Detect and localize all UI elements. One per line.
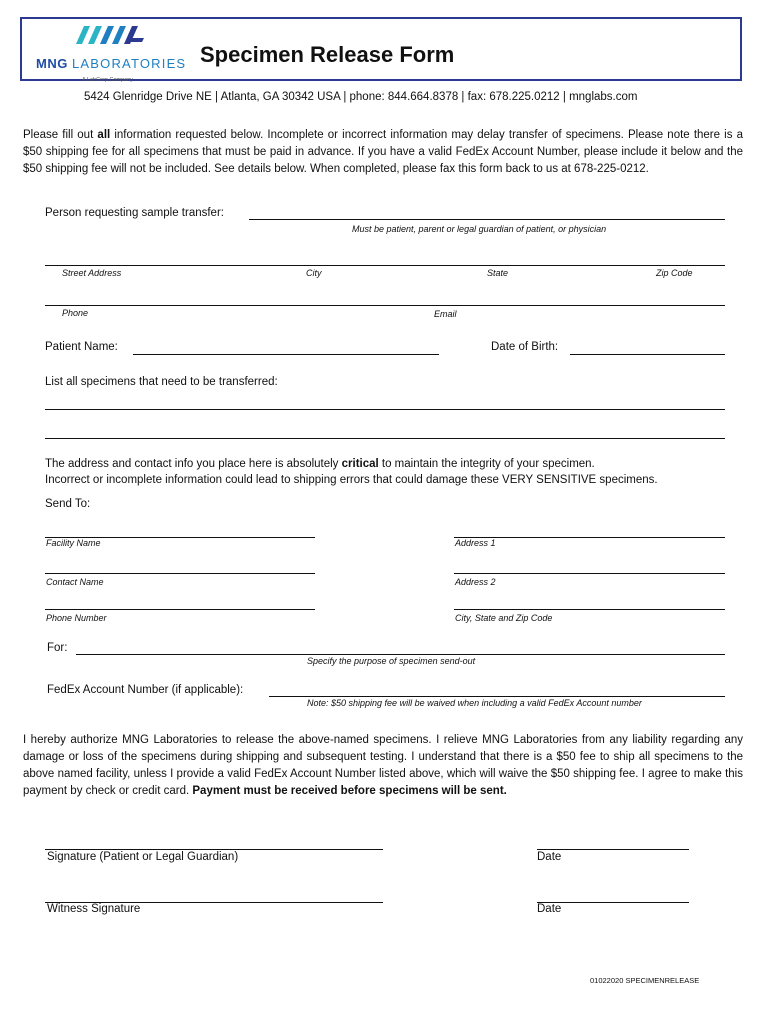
authorization-text: I hereby authorize MNG Laboratories to release the above-named specimens. I relieve MNG Laboratories from any liability regarding any damage or loss of the specimens during shipping and subsequent testing. I understand that there is a $50 fee to ship all specimens to the above named facility, unless I provide a valid FedEx Account Number listed above, which will waive the $50 shipping fee. I agree to make this payment by check or credit card. [23, 734, 743, 797]
contact-name-field[interactable] [45, 573, 315, 574]
send-to-label: Send To: [45, 498, 91, 510]
notice-line-1 [45, 456, 595, 472]
purpose-label: For: [47, 642, 68, 654]
authorization-paragraph [23, 732, 743, 800]
notice-bold: critical [341, 458, 379, 470]
fedex-note: Note: $50 shipping fee will be waived when including a valid FedEx Account number [307, 698, 642, 708]
phone-number-field[interactable] [45, 609, 315, 610]
specimens-field-1[interactable] [45, 409, 725, 410]
signature-date-field[interactable] [537, 849, 689, 850]
notice-line-2: Incorrect or incomplete information could lead to shipping errors that could damage these VERY SENSITIVE specimens. [45, 474, 658, 486]
intro-paragraph [23, 127, 743, 178]
zip-code-label: Zip Code [656, 268, 693, 278]
witness-date-label: Date [537, 903, 562, 915]
logo-secondary: LABORATORIES [71, 56, 187, 71]
logo-mark-icon [70, 24, 150, 46]
intro-text-2: information requested below. Incomplete or incorrect information may delay transfer of specimens. Please note there is a $50 shipping fee for all specimens that must be paid in advance. If you have a valid FedEx Account Number, please include it below and the $50 shipping fee will not be included. See details below. When completed, please fax this form back to us at 678-225-0212. [23, 129, 743, 175]
street-address-label: Street Address [62, 268, 122, 278]
dob-label: Date of Birth: [491, 341, 559, 353]
notice-text-2: to maintain the integrity of your specimen. [378, 458, 595, 470]
mng-logo [36, 24, 186, 86]
logo-wordmark [36, 56, 186, 71]
city-state-zip-label: City, State and Zip Code [455, 613, 553, 623]
address-1-label: Address 1 [455, 538, 496, 548]
requester-label: Person requesting sample transfer: [45, 207, 224, 219]
logo-tagline: A LabCorp Company [82, 77, 134, 83]
intro-text-1: Please fill out [23, 129, 98, 141]
state-label: State [487, 268, 509, 278]
patient-name-field[interactable] [133, 354, 439, 355]
specimens-label: List all specimens that need to be transferred: [45, 376, 278, 388]
contact-name-label: Contact Name [46, 577, 104, 587]
witness-signature-label: Witness Signature [47, 903, 141, 915]
address-field[interactable] [45, 265, 725, 266]
requester-name-field[interactable] [249, 219, 725, 220]
address-2-field[interactable] [454, 573, 725, 574]
intro-bold: all [97, 129, 111, 141]
purpose-field[interactable] [76, 654, 725, 655]
facility-name-label: Facility Name [46, 538, 101, 548]
contact-line: 5424 Glenridge Drive NE | Atlanta, GA 30342 USA | phone: 844.664.8378 | fax: 678.225.0212 | mnglabs.com [84, 91, 638, 103]
logo-primary: MNG [36, 56, 68, 71]
specimens-field-2[interactable] [45, 438, 725, 439]
requester-note: Must be patient, parent or legal guardian of patient, or physician [352, 224, 607, 234]
fedex-account-field[interactable] [269, 696, 725, 697]
authorization-bold: Payment must be received before specimens will be sent. [192, 785, 507, 797]
patient-name-label: Patient Name: [45, 341, 118, 353]
email-label: Email [434, 309, 457, 319]
signature-field[interactable] [45, 849, 383, 850]
notice-text-1: The address and contact info you place here is absolutely [45, 458, 342, 470]
phone-label: Phone [62, 308, 89, 318]
city-state-zip-field[interactable] [454, 609, 725, 610]
purpose-note: Specify the purpose of specimen send-out [307, 656, 476, 666]
city-label: City [306, 268, 322, 278]
address-2-label: Address 2 [455, 577, 496, 587]
signature-date-label: Date [537, 851, 562, 863]
phone-email-field[interactable] [45, 305, 725, 306]
dob-field[interactable] [570, 354, 725, 355]
phone-number-label: Phone Number [46, 613, 107, 623]
fedex-label: FedEx Account Number (if applicable): [47, 684, 244, 696]
page-title: Specimen Release Form [200, 42, 455, 67]
form-code: 01022020 SPECIMENRELEASE [590, 976, 700, 985]
signature-label: Signature (Patient or Legal Guardian) [47, 851, 239, 863]
